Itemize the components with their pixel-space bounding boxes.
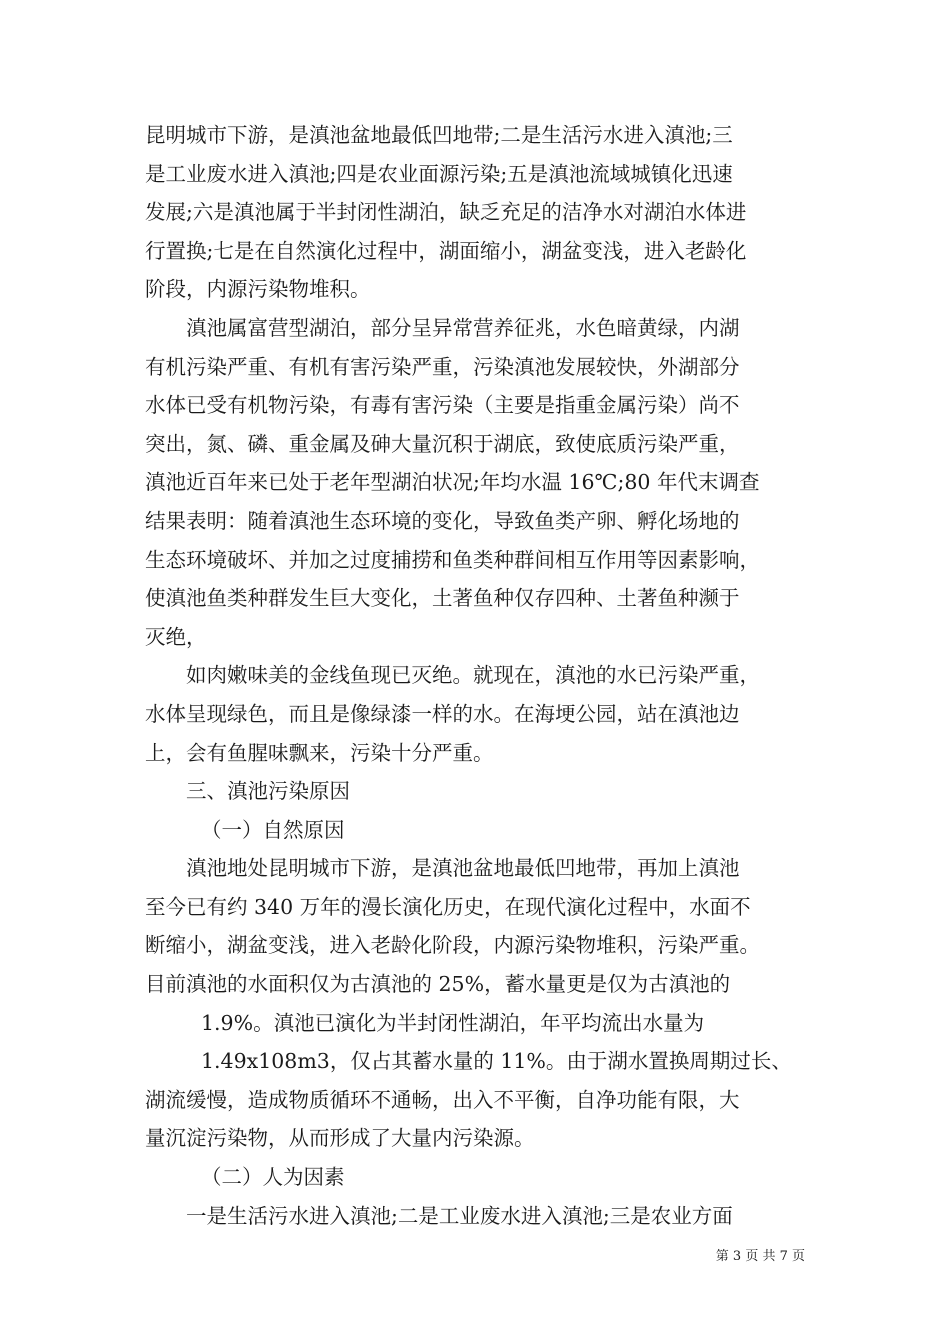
paragraph-start-line: 1.49x108m3，仅占其蓄水量的 11%。由于湖水置换周期过长、 <box>201 1049 792 1074</box>
text-line: 有机污染严重、有机有害污染严重，污染滇池发展较快，外湖部分 <box>145 354 740 379</box>
text-line: 使滇池鱼类种群发生巨大变化，土著鱼种仅存四种、土著鱼种濒于 <box>145 586 740 611</box>
text-line: 是工业废水进入滇池;四是农业面源污染;五是滇池流域城镇化迅速 <box>145 161 733 186</box>
text-line: 发展;六是滇池属于半封闭性湖泊，缺乏充足的洁净水对湖泊水体进 <box>145 200 747 225</box>
paragraph-start-line: 一是生活污水进入滇池;二是工业废水进入滇池;三是农业方面 <box>186 1203 733 1228</box>
text-line: 阶段，内源污染物堆积。 <box>145 277 371 302</box>
paragraph-start-line: 如肉嫩味美的金线鱼现已灭绝。就现在，滇池的水已污染严重， <box>186 663 760 688</box>
text-line: 灭绝， <box>145 624 207 649</box>
text-line: 生态环境破坏、并加之过度捕捞和鱼类种群间相互作用等因素影响， <box>145 547 760 572</box>
text-line: 断缩小，湖盆变浅，进入老龄化阶段，内源污染物堆积，污染严重。 <box>145 933 760 958</box>
text-line: 昆明城市下游，是滇池盆地最低凹地带;二是生活污水进入滇池;三 <box>145 123 733 147</box>
text-line: 行置换;七是在自然演化过程中，湖面缩小，湖盆变浅，进入老龄化 <box>145 238 747 263</box>
text-line: 湖流缓慢，造成物质循环不通畅，出入不平衡，自净功能有限，大 <box>145 1087 740 1112</box>
text-line: 量沉淀污染物，从而形成了大量内污染源。 <box>145 1126 535 1151</box>
text-line: 结果表明：随着滇池生态环境的变化，导致鱼类产卵、孵化场地的 <box>145 508 740 533</box>
subsection-heading: （二）人为因素 <box>201 1165 345 1190</box>
subsection-heading: （一）自然原因 <box>201 817 345 842</box>
document-body <box>145 116 807 1235</box>
text-line: 上，会有鱼腥味飘来，污染十分严重。 <box>145 740 494 765</box>
paragraph-start-line: 1.9%。滇池已演化为半封闭性湖泊，年平均流出水量为 <box>201 1010 705 1035</box>
paragraph-start-line: 滇池属富营型湖泊，部分呈异常营养征兆，水色暗黄绿，内湖 <box>186 315 740 340</box>
paragraph-start-line: 滇池地处昆明城市下游，是滇池盆地最低凹地带，再加上滇池 <box>186 856 740 881</box>
text-line: 水体已受有机物污染，有毒有害污染（主要是指重金属污染）尚不 <box>145 393 740 418</box>
text-line: 突出，氮、磷、重金属及砷大量沉积于湖底，致使底质污染严重， <box>145 431 740 456</box>
text-line: 水体呈现绿色，而且是像绿漆一样的水。在海埂公园，站在滇池边 <box>145 701 740 726</box>
section-heading: 三、滇池污染原因 <box>186 779 350 804</box>
text-line: 目前滇池的水面积仅为古滇池的 25%，蓄水量更是仅为古滇池的 <box>145 972 731 997</box>
page-number-footer: 第 3 页 共 7 页 <box>715 1249 805 1264</box>
text-line: 至今已有约 340 万年的漫长演化历史，在现代演化过程中，水面不 <box>145 894 751 919</box>
text-line: 滇池近百年来已处于老年型湖泊状况;年均水温 16℃;80 年代末调查 <box>145 470 760 495</box>
